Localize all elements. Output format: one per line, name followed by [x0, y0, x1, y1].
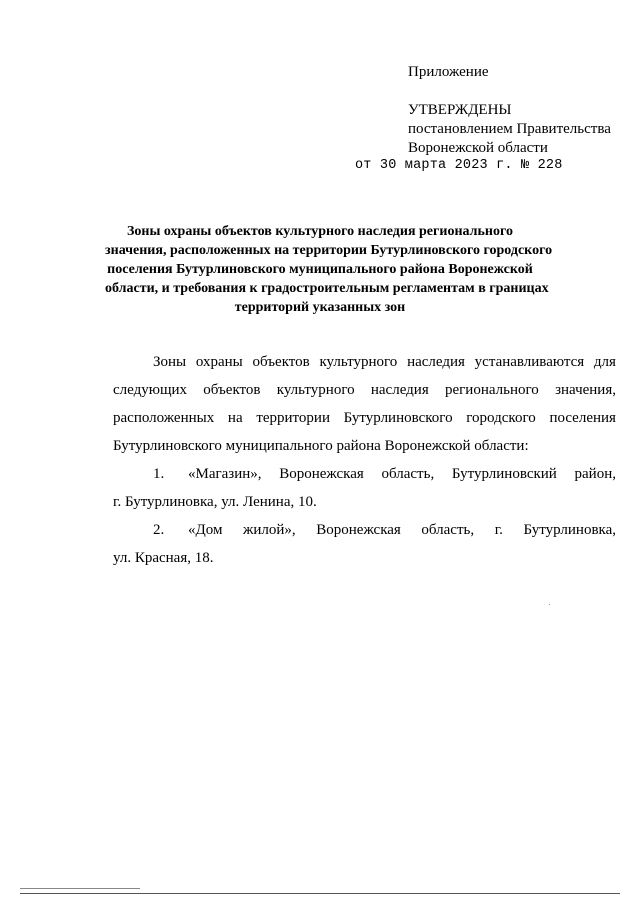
list-item-continuation: ул. Красная, 18.	[113, 550, 214, 566]
word: Бутурлиновка,	[523, 522, 616, 538]
title-line: области, и требования к градостроительным регламентам в границах	[105, 281, 549, 296]
list-item-2	[113, 520, 616, 540]
word: объектов	[252, 354, 310, 370]
word: охраны	[195, 354, 243, 370]
word: поселения	[549, 410, 616, 426]
word: наследия	[407, 354, 465, 370]
intro-line: Бутурлиновского муниципального района Воронежской области:	[113, 438, 529, 454]
document-title	[105, 222, 553, 317]
word: расположенных	[113, 410, 215, 426]
list-item-number: 2.	[153, 522, 165, 538]
word: культурного	[319, 354, 398, 370]
footer-rule	[20, 893, 620, 894]
resolution-date: от 30 марта 2023 г. № 228	[355, 158, 563, 173]
word: устанавливаются	[474, 354, 585, 370]
approval-stamp	[408, 63, 611, 158]
title-line: значения, расположенных на территории Бутурлиновского городского	[105, 243, 553, 258]
list-item-text	[188, 464, 616, 484]
word: значения,	[555, 382, 616, 398]
title-line: Зоны охраны объектов культурного наследия регионального	[127, 224, 513, 239]
title-line: территорий указанных зон	[234, 300, 406, 315]
word: жилой»,	[243, 522, 296, 538]
word: культурного	[276, 382, 355, 398]
word: городского	[466, 410, 536, 426]
word: «Дом	[188, 522, 223, 538]
word: территории	[256, 410, 330, 426]
word: следующих	[113, 382, 188, 398]
word: Воронежская	[279, 466, 364, 482]
resolution-text: постановлением Правительства	[408, 121, 611, 137]
list-item-text	[188, 520, 616, 540]
list-item-1	[113, 464, 616, 484]
word: область,	[381, 466, 435, 482]
word: объектов	[203, 382, 261, 398]
title-line: поселения Бутурлиновского муниципального района Воронежской	[107, 262, 533, 277]
list-item-continuation: г. Бутурлиновка, ул. Ленина, 10.	[113, 494, 317, 510]
list-item-number: 1.	[153, 466, 165, 482]
word: для	[593, 354, 616, 370]
word: Бутурлиновского	[343, 410, 453, 426]
scan-speck	[549, 604, 550, 605]
word: Бутурлиновский	[451, 466, 557, 482]
appendix-label: Приложение	[408, 64, 489, 80]
word: г.	[494, 522, 503, 538]
word: Воронежская	[316, 522, 401, 538]
document-body	[113, 352, 616, 576]
footer-rule-short	[20, 888, 140, 889]
word: на	[227, 410, 243, 426]
word: регионального	[445, 382, 539, 398]
intro-line	[113, 380, 616, 400]
region-text: Воронежской области	[408, 140, 548, 156]
word: область,	[421, 522, 475, 538]
intro-line	[113, 352, 616, 372]
word: «Магазин»,	[188, 466, 262, 482]
word: наследия	[370, 382, 429, 398]
intro-line	[113, 408, 616, 428]
word: район,	[574, 466, 616, 482]
word: Зоны	[153, 354, 187, 370]
approved-heading: УТВЕРЖДЕНЫ	[408, 102, 512, 118]
